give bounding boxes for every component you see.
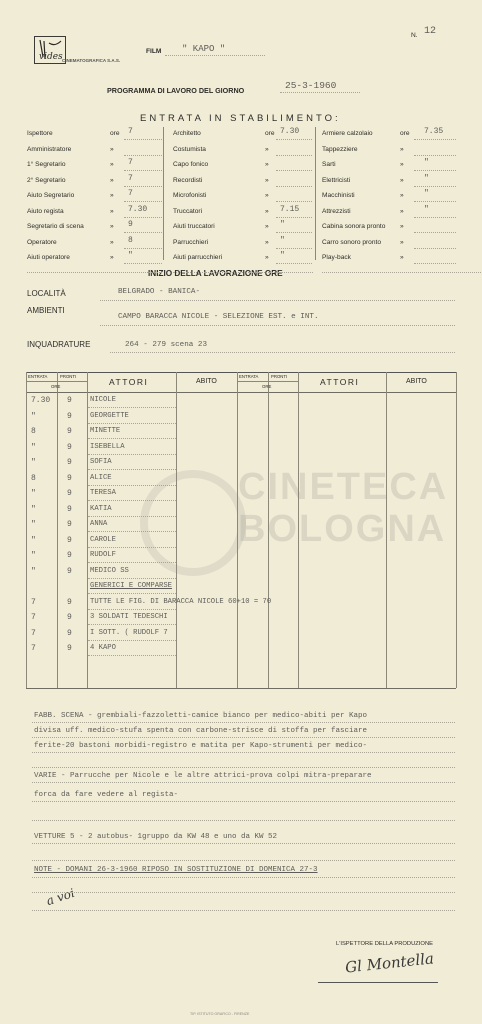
entrata-col3-mark-2: »: [400, 161, 404, 168]
entrata-col1-mark-2: »: [110, 161, 114, 168]
row-attore-5: ALICE: [90, 473, 112, 482]
row-entrata-9: ": [31, 535, 36, 545]
entrata-col2-dotline-2: [276, 170, 312, 171]
row-attore-12: GENERICI E COMPARSE: [90, 582, 172, 590]
notes-dotline-2: [32, 752, 455, 753]
entrata-col3-mark-7: »: [400, 238, 404, 246]
entrata-col1-mark-5: »: [110, 207, 114, 215]
ore-rule-left: [26, 381, 87, 382]
row-attore-9: CAROLE: [90, 535, 116, 544]
ore-header-0: ORE: [51, 384, 61, 389]
table-col-rule-1: [87, 372, 88, 688]
entrata-col1-dotline-2: [124, 170, 162, 171]
row-entrata-0: 7.30: [31, 396, 51, 405]
watermark-line1: CINETECA: [238, 466, 449, 508]
inquadrature-value: 264 - 279 scena 23: [125, 341, 208, 349]
ambienti-label: AMBIENTI: [27, 306, 65, 315]
entrata-col1-dotline-7: [124, 248, 162, 249]
row-pronti-3: 9: [67, 442, 72, 452]
entrata-col2-baseline: [173, 272, 313, 273]
entrata-col3-label-0: Armiere calzolaio: [322, 130, 373, 137]
ispettore-label: L'ISPETTORE DELLA PRODUZIONE: [336, 941, 433, 947]
row-dotline-2: [88, 438, 176, 439]
entrata-col1-dotline-3: [124, 186, 162, 187]
entrata-col1-dotline-5: [124, 217, 162, 218]
entrata-title: ENTRATA IN STABILIMENTO:: [140, 113, 341, 124]
entrata-col1-dotline-6: [124, 232, 162, 233]
row-attore-15: I SOTT. ( RUDOLF 7: [90, 628, 168, 637]
entrata-col1-mark-7: »: [110, 238, 114, 246]
entrata-col3-dotline-1: [414, 155, 456, 156]
company-name: CINEMATOGRAFICA S.A.S.: [62, 58, 121, 63]
entrata-col2-dotline-0: [276, 139, 312, 140]
watermark-line2: BOLOGNA: [238, 508, 447, 550]
row-dotline-7: [88, 516, 176, 517]
row-dotline-13: [88, 609, 176, 610]
entrata-col1-dotline-8: [124, 263, 162, 264]
ambienti-value: CAMPO BARACCA NICOLE - SELEZIONE EST. e INT.: [118, 313, 319, 321]
row-attore-16: 4 KAPO: [90, 644, 116, 652]
entrata-col2-value-8: ": [280, 251, 285, 260]
row-entrata-2: 8: [31, 427, 36, 436]
entrata-col2-dotline-3: [276, 186, 312, 187]
table-col-rule-4: [268, 372, 269, 688]
entrata-col3-mark-1: »: [400, 145, 404, 153]
varie-line-2: forca da fare vedere al regista-: [34, 791, 179, 799]
row-dotline-5: [88, 485, 176, 486]
row-dotline-8: [88, 531, 176, 532]
entrata-col1-value-0: 7: [128, 127, 133, 136]
row-pronti-16: 9: [67, 644, 72, 653]
entrata-col1-mark-1: »: [110, 145, 114, 153]
entrata-col1-mark-4: »: [110, 192, 114, 199]
entrata-col2-value-5: 7.15: [280, 204, 300, 214]
entrata-col2-value-6: ": [280, 220, 285, 229]
row-pronti-7: 9: [67, 504, 72, 514]
row-dotline-14: [88, 624, 176, 625]
entrata-col1-mark-3: »: [110, 176, 114, 184]
entrata-col1-value-6: 9: [128, 220, 133, 229]
entrata-col1-label-8: Aiuti operatore: [27, 254, 70, 261]
row-pronti-10: 9: [67, 551, 72, 560]
entrata-col3-value-4: ": [424, 189, 429, 198]
row-entrata-14: 7: [31, 613, 36, 622]
entrata-col2-label-5: Truccatori: [173, 207, 203, 215]
notes-dotline-5: [32, 801, 455, 802]
entrata-col3-mark-6: »: [400, 223, 404, 230]
attori-header-0: ATTORI: [109, 377, 149, 387]
printer-footer: TIP. ISTITUTO GRAFICO - FIRENZE: [190, 1012, 250, 1016]
entrata-col1-label-0: Ispettore: [27, 130, 53, 137]
row-entrata-5: 8: [31, 473, 36, 483]
entrata-col3-dotline-4: [414, 201, 456, 202]
row-dotline-4: [88, 469, 176, 470]
entrata-col3-mark-5: »: [400, 207, 404, 215]
row-pronti-9: 9: [67, 535, 72, 545]
entrata-col2-mark-0: ore: [265, 130, 275, 137]
entrata-col2-mark-5: »: [265, 207, 269, 215]
entrata-col2-value-0: 7.30: [280, 127, 300, 136]
table-right-border: [456, 372, 457, 688]
number-value: 12: [424, 26, 437, 37]
row-attore-3: ISEBELLA: [90, 442, 125, 451]
inquadrature-label: INQUADRATURE: [27, 340, 91, 349]
fabb-line-2: divisa uff. medico-stufa spenta con carbone-strisce di stoffa per fasciare: [34, 727, 368, 735]
entrata-col2-label-6: Aiuti truccatori: [173, 223, 215, 230]
notes-dotline-1: [32, 737, 455, 738]
entrata-col1-mark-8: »: [110, 254, 114, 261]
row-attore-8: ANNA: [90, 520, 108, 528]
row-entrata-4: ": [31, 458, 36, 467]
row-attore-6: TERESA: [90, 489, 116, 497]
varie-line-1: VARIE - Parrucche per Nicole e le altre attrici-prova colpi mitra-preparare: [34, 772, 372, 780]
entrata-col2-mark-3: »: [265, 176, 269, 184]
row-pronti-1: 9: [67, 411, 72, 421]
row-attore-1: GEORGETTE: [90, 411, 129, 420]
row-attore-14: 3 SOLDATI TEDESCHI: [90, 613, 168, 621]
row-pronti-0: 9: [67, 396, 72, 405]
entrata-col1-label-3: 2° Segretario: [27, 176, 66, 184]
entrata-col1-value-2: 7: [128, 158, 133, 167]
table-col-rule-6: [386, 372, 387, 688]
row-pronti-13: 9: [67, 597, 72, 607]
entrata-col2-label-4: Microfonisti: [173, 192, 207, 199]
film-title: " KAPO ": [182, 44, 226, 54]
abito-header-1: ABITO: [406, 378, 427, 385]
entrata-col2-mark-6: »: [265, 223, 269, 230]
entrata-col3-dotline-2: [414, 170, 456, 171]
localita-value: BELGRADO - BANICA-: [118, 288, 201, 296]
entrata-col3-label-5: Attrezzisti: [322, 207, 351, 215]
handwritten-note: a voi: [44, 885, 77, 909]
film-label: FILM: [146, 48, 162, 55]
entrata-col2-dotline-6: [276, 232, 312, 233]
entrata-col2-label-3: Recordisti: [173, 176, 203, 184]
row-dotline-9: [88, 547, 176, 548]
notes-dotline-4: [32, 782, 455, 783]
entrata-col2-mark-2: »: [265, 161, 269, 168]
row-attore-4: SOFIA: [90, 458, 112, 466]
row-pronti-14: 9: [67, 613, 72, 622]
notes-dotline-3: [32, 767, 455, 768]
entrata-col2-dotline-4: [276, 201, 312, 202]
entrata-col1-mark-6: »: [110, 223, 114, 230]
abito-header-0: ABITO: [196, 378, 217, 385]
entrata-col3-dotline-8: [414, 263, 456, 264]
entrata-col3-dotline-0: [414, 139, 456, 140]
entrata-col1-label-5: Aiuto regista: [27, 207, 64, 215]
entrata-col3-label-7: Carro sonoro pronto: [322, 238, 382, 246]
entrata-col1-label-7: Operatore: [27, 238, 57, 246]
entrata-col2-dotline-8: [276, 263, 312, 264]
entrata-col3-mark-4: »: [400, 192, 404, 199]
ore-rule-right: [237, 381, 298, 382]
row-dotline-10: [88, 562, 176, 563]
table-top-border: [26, 372, 456, 373]
entrata-header-1: ENTRATA: [239, 374, 259, 379]
table-header-rule: [26, 392, 456, 393]
vetture-line: VETTURE 5 - 2 autobus- 1gruppo da KW 48 e uno da KW 52: [34, 833, 278, 841]
entrata-col3-label-6: Cabina sonora pronto: [322, 223, 386, 230]
pronti-header-0: PRONTI: [60, 374, 77, 379]
row-attore-11: MEDICO SS: [90, 566, 129, 575]
entrata-col3-mark-3: »: [400, 176, 404, 184]
row-pronti-8: 9: [67, 520, 72, 529]
entrata-header-0: ENTRATA: [28, 374, 48, 379]
row-pronti-11: 9: [67, 566, 72, 576]
entrata-col3-value-3: ": [424, 173, 429, 183]
row-pronti-5: 9: [67, 473, 72, 483]
entrata-col2-label-2: Capo fonico: [173, 161, 209, 168]
number-label: N.: [411, 32, 418, 39]
row-entrata-11: ": [31, 566, 36, 576]
row-attore-7: KATIA: [90, 504, 112, 513]
entrata-col2-label-1: Costumista: [173, 145, 206, 153]
row-entrata-6: ": [31, 489, 36, 498]
row-dotline-12: [88, 593, 176, 594]
fabb-line-3: ferite-20 bastoni morbidi-registro e matita per Kapo-strumenti per medico-: [34, 742, 368, 750]
notes-dotline-9: [32, 877, 455, 878]
entrata-col3-value-2: ": [424, 158, 429, 167]
table-col-rule-2: [176, 372, 177, 688]
row-entrata-15: 7: [31, 628, 36, 638]
row-dotline-1: [88, 423, 176, 424]
entrata-col3-value-5: ": [424, 204, 429, 214]
row-entrata-13: 7: [31, 597, 36, 607]
entrata-col3-label-3: Elettricisti: [322, 176, 351, 184]
row-entrata-7: ": [31, 504, 36, 514]
notes-dotline-10: [32, 892, 455, 893]
svg-text:vides: vides: [39, 52, 63, 62]
entrata-col3-baseline: [322, 272, 482, 273]
notes-dotline-11: [32, 910, 455, 911]
entrata-col3-value-0: 7.35: [424, 127, 444, 136]
notes-dotline-6: [32, 820, 455, 821]
entrata-col1-value-4: 7: [128, 189, 133, 198]
table-left-border: [26, 372, 27, 688]
row-dotline-15: [88, 640, 176, 641]
row-entrata-8: ": [31, 520, 36, 529]
entrata-col1-value-8: ": [128, 251, 133, 260]
row-dotline-16: [88, 655, 176, 656]
entrata-col2-label-7: Parrucchieri: [173, 238, 209, 246]
table-bottom-border: [26, 688, 456, 689]
table-col-rule-3: [237, 372, 238, 688]
entrata-col1-mark-0: ore: [110, 130, 120, 137]
entrata-col1-dotline-0: [124, 139, 162, 140]
watermark-logo: [140, 470, 246, 576]
row-pronti-15: 9: [67, 628, 72, 638]
row-pronti-4: 9: [67, 458, 72, 467]
row-pronti-2: 9: [67, 427, 72, 436]
note-line: NOTE - DOMANI 26-3-1960 RIPOSO IN SOSTITUZIONE DI DOMENICA 27-3: [34, 866, 318, 874]
row-pronti-6: 9: [67, 489, 72, 498]
entrata-col2-mark-7: »: [265, 238, 269, 246]
programma-label: PROGRAMMA DI LAVORO DEL GIORNO: [107, 86, 245, 95]
inizio-title: INIZIO DELLA LAVORAZIONE ORE: [148, 269, 283, 278]
entrata-col1-dotline-4: [124, 201, 162, 202]
row-attore-13: TUTTE LE FIG. DI BARACCA NICOLE 60+10 = 70: [90, 597, 272, 606]
entrata-col3-dotline-3: [414, 186, 456, 187]
entrata-col1-value-7: 8: [128, 235, 133, 245]
row-dotline-11: [88, 578, 176, 579]
entrata-col2-dotline-7: [276, 248, 312, 249]
entrata-col2-mark-8: »: [265, 254, 269, 261]
row-entrata-10: ": [31, 551, 36, 560]
row-dotline-6: [88, 500, 176, 501]
notes-dotline-7: [32, 843, 455, 844]
entrata-col2-mark-1: »: [265, 145, 269, 153]
entrata-col1-baseline: [27, 272, 162, 273]
ore-header-1: ORE: [262, 384, 272, 389]
entrata-col2-mark-4: »: [265, 192, 269, 199]
entrata-col1-dotline-1: [124, 155, 162, 156]
entrata-col3-dotline-6: [414, 232, 456, 233]
entrata-col3-mark-0: ore: [400, 130, 410, 137]
entrata-col2-dotline-5: [276, 217, 312, 218]
signature: Gl Montella: [344, 949, 435, 977]
row-attore-2: MINETTE: [90, 427, 121, 435]
notes-dotline-8: [32, 860, 455, 861]
entrata-col1-value-3: 7: [128, 173, 133, 183]
entrata-col1-value-5: 7.30: [128, 204, 148, 214]
table-col-rule-0: [57, 372, 58, 688]
row-dotline-0: [88, 407, 176, 408]
entrata-col3-label-4: Macchinisti: [322, 192, 355, 199]
entrata-col1-label-4: Aiuto Segretario: [27, 192, 75, 199]
row-dotline-3: [88, 454, 176, 455]
row-attore-10: RUDOLF: [90, 551, 116, 559]
entrata-col1-label-6: Segretario di scena: [27, 223, 84, 230]
entrata-col3-label-8: Play-back: [322, 254, 351, 261]
attori-header-1: ATTORI: [320, 377, 360, 387]
row-entrata-3: ": [31, 442, 36, 452]
entrata-col3-label-1: Tappezziere: [322, 145, 358, 153]
fabb-line-1: FABB. SCENA - grembiali-fazzoletti-camice bianco per medico-abiti per Kapo: [34, 712, 368, 720]
entrata-col1-label-2: 1° Segretario: [27, 161, 66, 168]
entrata-col1-label-1: Amministratore: [27, 145, 72, 153]
notes-dotline-0: [32, 722, 455, 723]
row-entrata-1: ": [31, 411, 36, 421]
entrata-col2-dotline-1: [276, 155, 312, 156]
entrata-col2-label-8: Aiuti parrucchieri: [173, 254, 223, 261]
entrata-col3-dotline-5: [414, 217, 456, 218]
entrata-col2-label-0: Architetto: [173, 130, 201, 137]
entrata-col3-label-2: Sarti: [322, 161, 336, 168]
row-entrata-16: 7: [31, 644, 36, 653]
programma-date: 25-3-1960: [285, 80, 337, 91]
row-attore-0: NICOLE: [90, 396, 116, 404]
table-col-rule-5: [298, 372, 299, 688]
entrata-col3-dotline-7: [414, 248, 456, 249]
entrata-col2-value-7: ": [280, 235, 285, 245]
pronti-header-1: PRONTI: [271, 374, 288, 379]
entrata-col3-mark-8: »: [400, 254, 404, 261]
localita-label: LOCALITÀ: [27, 289, 66, 298]
